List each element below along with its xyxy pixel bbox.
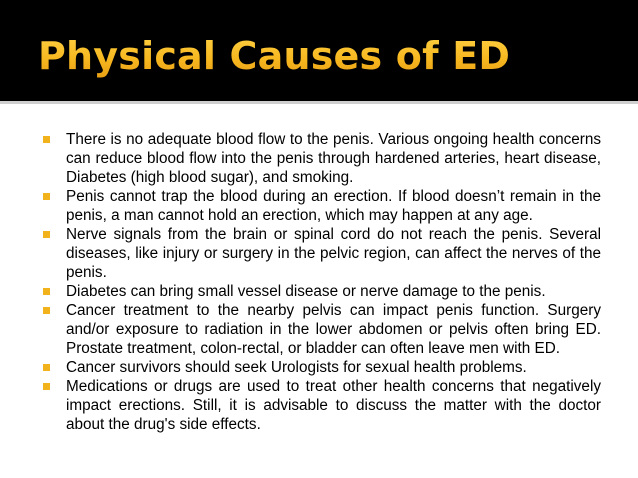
square-bullet-icon: [43, 231, 50, 238]
bullet-item: [43, 282, 601, 301]
bullet-item: [43, 377, 601, 434]
bullet-text: Cancer treatment to the nearby pelvis can impact penis function. Surgery and/or exposure to radiation in the lower abdomen or pelvis often bring ED. Prostate treatment, colon-rectal, or bladder can often leave men with ED.: [66, 302, 601, 357]
title-band: [0, 0, 638, 101]
slide-title: Physical Causes of ED: [38, 30, 510, 82]
bullet-text: Medications or drugs are used to treat other health concerns that negatively impact erections. Still, it is advisable to discuss the matter with the doctor about the drug's side effects.: [66, 378, 601, 433]
square-bullet-icon: [43, 193, 50, 200]
square-bullet-icon: [43, 364, 50, 371]
bullet-text: Nerve signals from the brain or spinal cord do not reach the penis. Several diseases, like injury or surgery in the pelvic region, can affect the nerves of the penis.: [66, 226, 601, 281]
square-bullet-icon: [43, 383, 50, 390]
bullet-item: [43, 358, 601, 377]
square-bullet-icon: [43, 307, 50, 314]
bullet-item: [43, 301, 601, 358]
square-bullet-icon: [43, 136, 50, 143]
title-divider: [0, 101, 638, 104]
bullet-text: Cancer survivors should seek Urologists for sexual health problems.: [66, 359, 527, 376]
bullet-text: There is no adequate blood flow to the penis. Various ongoing health concerns can reduce blood flow into the penis through hardened arteries, heart disease, Diabetes (high blood sugar), and smoking.: [66, 131, 601, 186]
bullet-list: [43, 130, 601, 434]
bullet-item: [43, 187, 601, 225]
bullet-text: Diabetes can bring small vessel disease or nerve damage to the penis.: [66, 283, 546, 300]
bullet-item: [43, 130, 601, 187]
bullet-item: [43, 225, 601, 282]
bullet-text: Penis cannot trap the blood during an erection. If blood doesn’t remain in the penis, a man cannot hold an erection, which may happen at any age.: [66, 188, 601, 224]
square-bullet-icon: [43, 288, 50, 295]
